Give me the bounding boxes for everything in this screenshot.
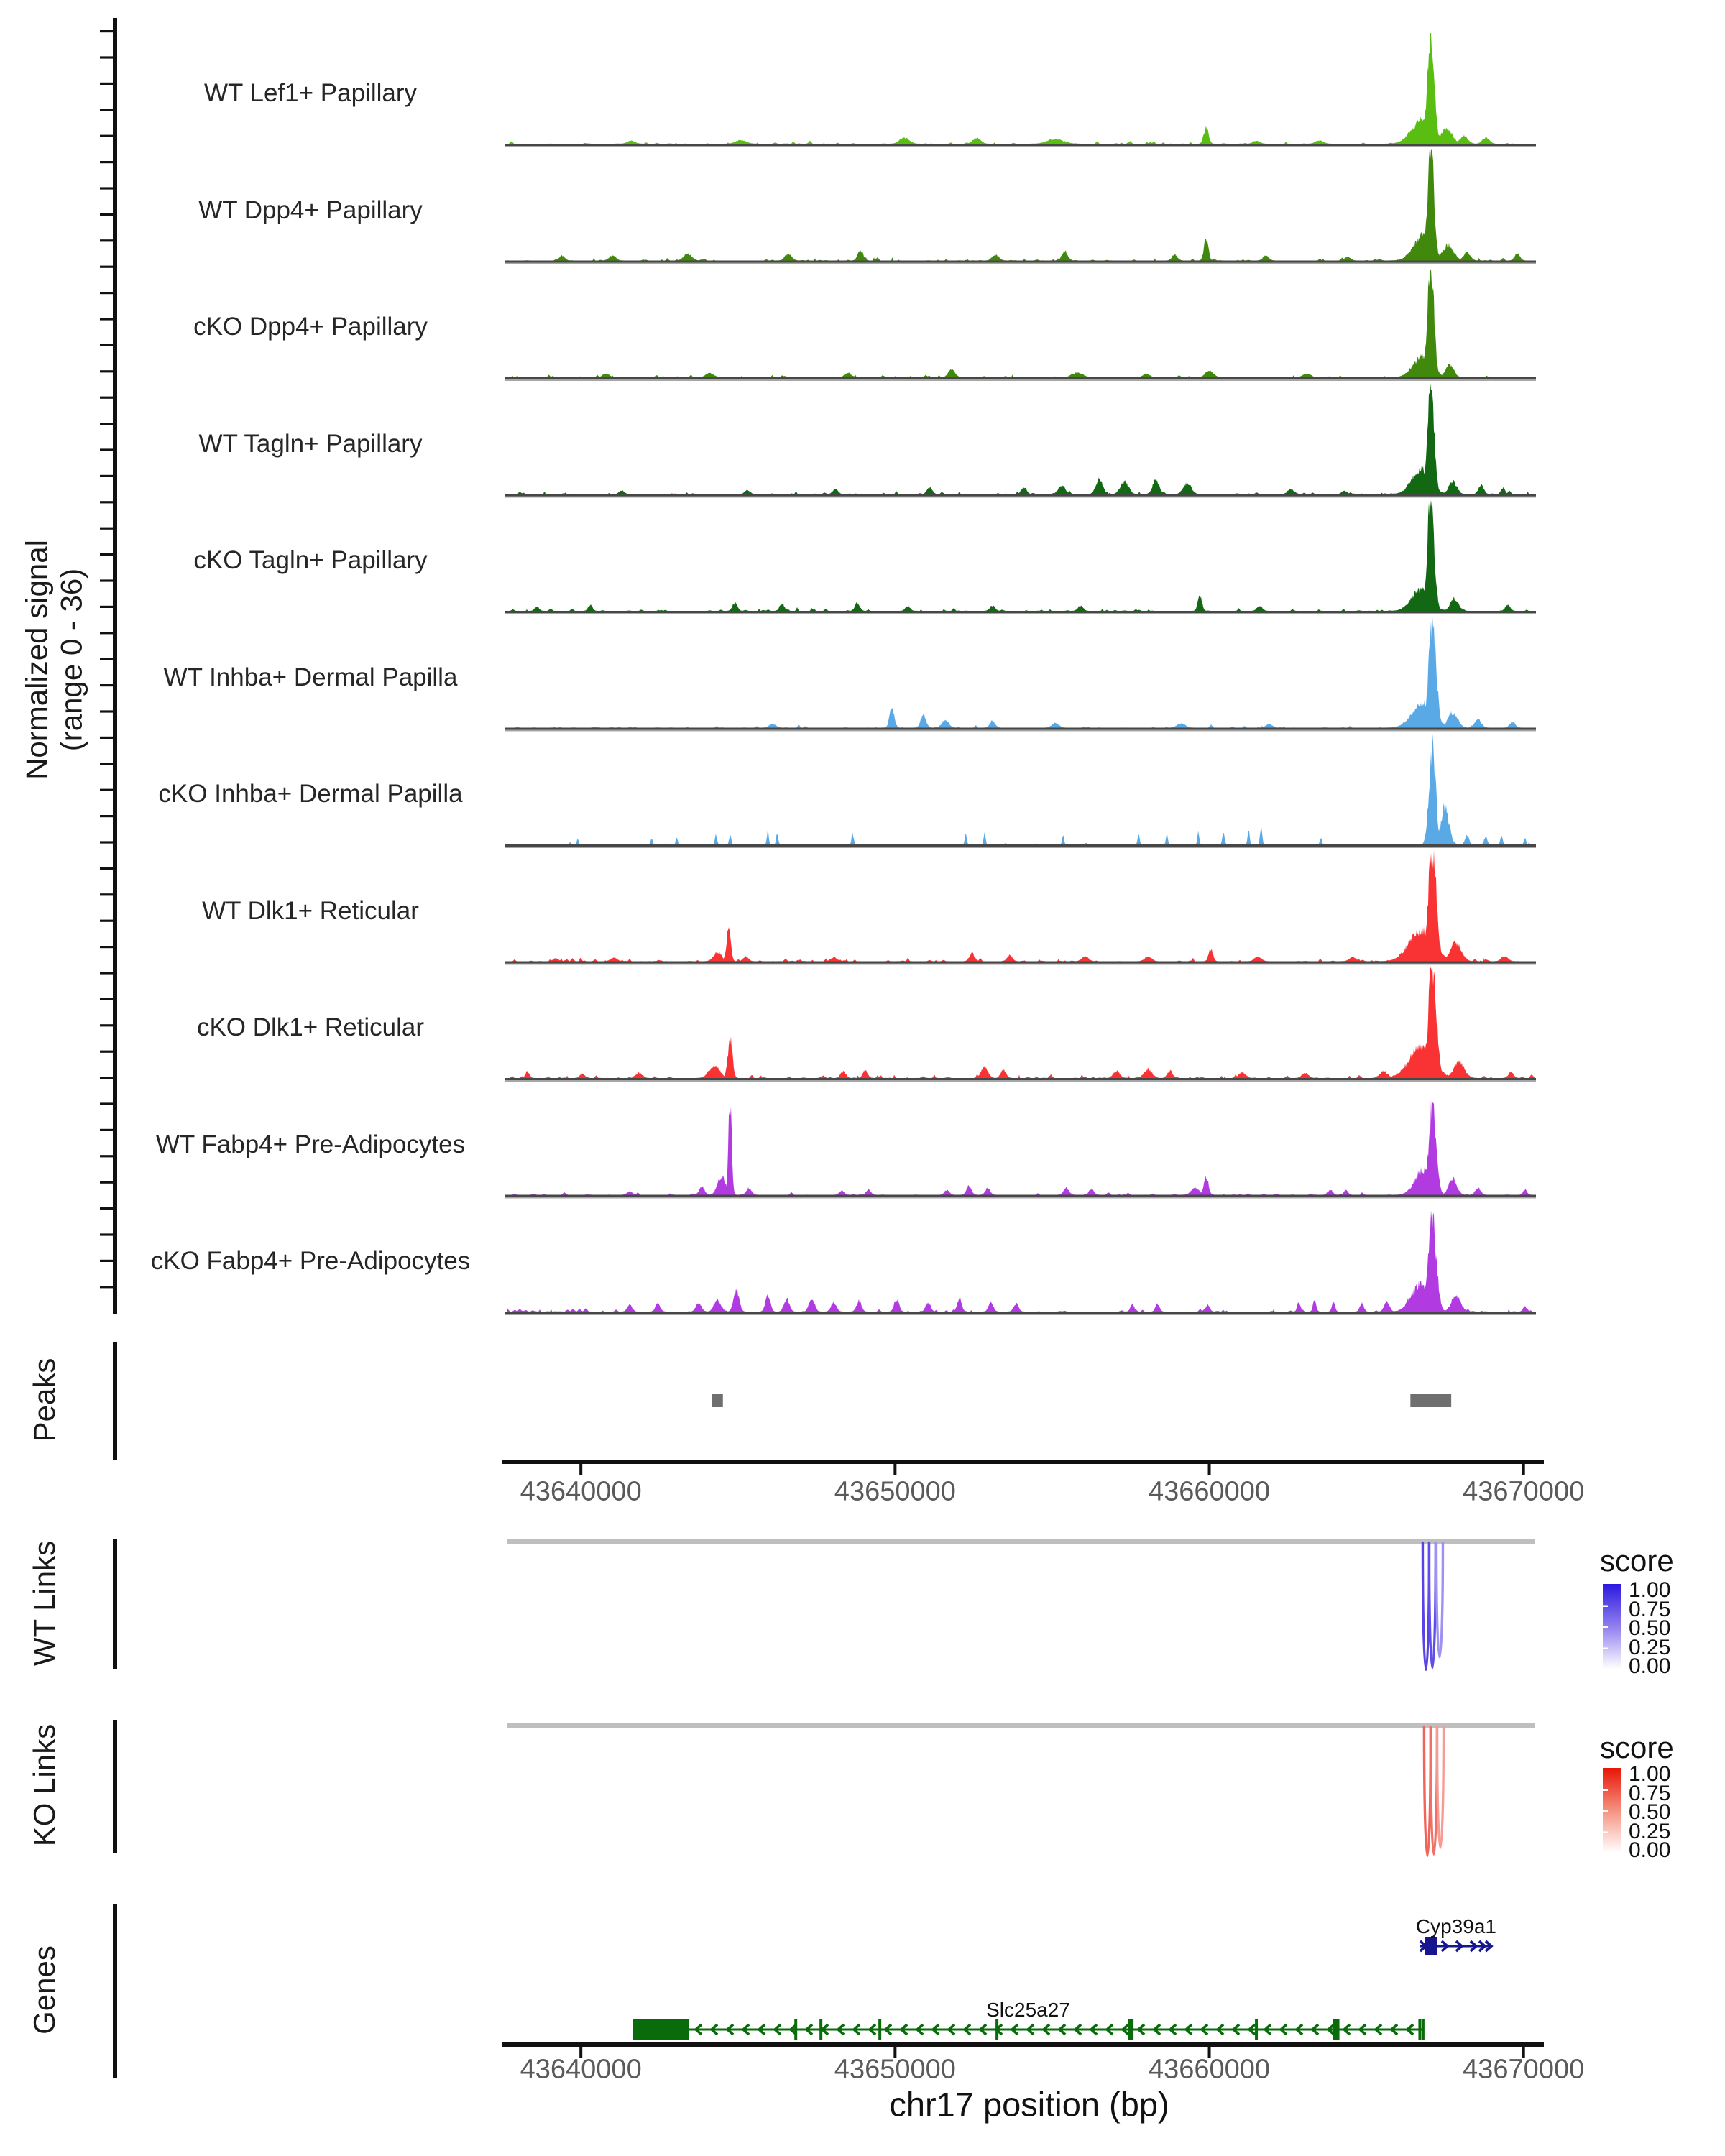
x-axis-tick [579, 1464, 582, 1475]
y-axis-tick [100, 579, 113, 581]
y-axis-tick [100, 920, 113, 922]
section-label-peaks: Peaks [27, 1358, 61, 1442]
track-baseline [505, 1078, 1536, 1080]
section-label-genes: Genes [27, 1945, 61, 2035]
gene-exon-tick [819, 2019, 822, 2040]
gene-name-label: Cyp39a1 [1415, 1915, 1496, 1938]
track-baseline-shadow [505, 1080, 1536, 1082]
y-axis-tick [100, 1077, 113, 1079]
track-baseline-shadow [505, 1197, 1536, 1199]
y-axis-tick [100, 239, 113, 241]
signal-area [507, 967, 1535, 1078]
legend-colorbar-notch [1603, 1789, 1608, 1792]
track-baseline [505, 261, 1536, 263]
links-baseline [507, 1539, 1535, 1544]
y-axis-tick [100, 658, 113, 660]
x-axis-tick-label: 43650000 [834, 2054, 956, 2085]
track-baseline-shadow [505, 146, 1536, 147]
legend-tick-label: 0.25 [1629, 1819, 1671, 1843]
y-axis-tick [100, 1260, 113, 1262]
x-axis-tick-label: 43670000 [1463, 2054, 1585, 2085]
y-axis-tick [100, 528, 113, 530]
y-axis-tick [100, 632, 113, 634]
gene-exon-box [1425, 1937, 1438, 1955]
x-axis-line [502, 2042, 1544, 2047]
y-axis-tick [100, 710, 113, 712]
y-axis-tick [100, 266, 113, 268]
y-axis-tick [100, 318, 113, 320]
y-axis-tick [100, 1129, 113, 1131]
track-baseline-shadow [505, 263, 1536, 264]
y-axis-tick [100, 1181, 113, 1184]
gene-exon-tick [995, 2019, 998, 2040]
signal-area [507, 734, 1535, 844]
track-baseline-shadow [505, 613, 1536, 614]
y-axis-tick [100, 815, 113, 817]
y-axis-tick [100, 213, 113, 216]
y-axis-tick [100, 501, 113, 503]
section-spine [113, 1539, 117, 1669]
y-axis-tick [100, 737, 113, 739]
y-axis-tick [100, 789, 113, 791]
y-axis-tick [100, 1102, 113, 1105]
x-axis-tick-label: 43670000 [1463, 1476, 1585, 1507]
gene-utr-box [632, 2019, 689, 2040]
y-axis-tick [100, 946, 113, 948]
y-axis-tick [100, 1051, 113, 1053]
section-spine [113, 1904, 117, 2078]
link-loop [1437, 1726, 1443, 1848]
gene-exon-tick [794, 2019, 797, 2040]
gene-exon-tick [1333, 2019, 1340, 2040]
track-baseline-shadow [505, 964, 1536, 965]
legend-tick-label: 0.50 [1629, 1800, 1671, 1824]
y-axis-tick [100, 292, 113, 294]
track-baseline [505, 377, 1536, 379]
y-axis-label-line1: Normalized signal [19, 540, 54, 780]
track-baseline [505, 494, 1536, 497]
y-axis-tick [100, 423, 113, 425]
y-axis-tick [100, 161, 113, 163]
y-axis-tick [100, 1155, 113, 1157]
gene-exon-tick [1255, 2019, 1258, 2040]
y-axis-tick [100, 83, 113, 85]
track-label: WT Tagln+ Papillary [198, 429, 423, 458]
legend-colorbar-notch [1603, 1648, 1608, 1650]
track-baseline [505, 1312, 1536, 1314]
track-label: WT Inhba+ Dermal Papilla [163, 663, 458, 691]
peak-box [712, 1394, 723, 1407]
signal-area [507, 33, 1535, 144]
gene-end-bar [1422, 2019, 1425, 2040]
y-axis-tick [100, 684, 113, 686]
signal-area [507, 1211, 1535, 1312]
y-axis-tick [100, 893, 113, 895]
x-axis-tick [893, 1464, 896, 1475]
gene-exon-tick [1128, 2019, 1133, 2040]
signal-area [507, 269, 1535, 377]
wt-links-legend-title: score [1600, 1544, 1674, 1577]
legend-tick-label: 0.50 [1629, 1616, 1671, 1640]
y-axis-tick [100, 553, 113, 556]
signal-area [507, 500, 1535, 611]
track-label: WT Dlk1+ Reticular [202, 896, 419, 925]
y-axis-tick [100, 763, 113, 765]
y-axis-tick [100, 1207, 113, 1210]
signal-area [507, 617, 1535, 728]
y-axis-tick [100, 30, 113, 32]
ko-links-legend-title: score [1600, 1731, 1674, 1764]
peak-box [1410, 1394, 1451, 1407]
track-label: cKO Fabp4+ Pre-Adipocytes [150, 1247, 471, 1275]
y-axis-tick [100, 1286, 113, 1288]
x-axis-line [502, 1460, 1544, 1464]
legend-tick-label: 0.00 [1629, 1654, 1671, 1678]
y-axis-tick [100, 109, 113, 111]
y-axis-tick [100, 344, 113, 346]
track-baseline-shadow [505, 847, 1536, 848]
legend-colorbar-notch [1603, 1606, 1608, 1608]
track-label: cKO Inhba+ Dermal Papilla [158, 780, 463, 808]
legend-colorbar-notch [1603, 1626, 1608, 1628]
y-axis-label [20, 540, 90, 780]
track-baseline [505, 1195, 1536, 1197]
y-axis-tick [100, 370, 113, 372]
x-axis-tick-label: 43660000 [1148, 1476, 1271, 1507]
track-baseline-shadow [505, 1314, 1536, 1315]
x-axis-tick-label: 43640000 [520, 1476, 642, 1507]
legend-tick-label: 1.00 [1629, 1578, 1671, 1602]
x-axis-tick [1522, 1464, 1525, 1475]
track-baseline [505, 144, 1536, 146]
legend-tick-label: 0.75 [1629, 1597, 1671, 1621]
signal-area [507, 1100, 1535, 1194]
y-axis-spine [113, 18, 117, 1314]
track-label: WT Dpp4+ Papillary [198, 195, 423, 224]
y-axis-tick [100, 867, 113, 870]
section-spine [113, 1720, 117, 1853]
legend-tick-label: 0.75 [1629, 1781, 1671, 1805]
y-axis-tick [100, 1233, 113, 1235]
gene-exon-tick [1418, 2019, 1421, 2040]
legend-colorbar-notch [1603, 1810, 1608, 1812]
track-label: WT Lef1+ Papillary [203, 79, 418, 107]
y-axis-tick [100, 135, 113, 137]
y-axis-tick [100, 187, 113, 189]
x-axis-tick-label: 43650000 [834, 1476, 956, 1507]
signal-area [507, 384, 1535, 494]
y-axis-tick [100, 998, 113, 1000]
track-baseline-shadow [505, 379, 1536, 381]
track-baseline [505, 611, 1536, 613]
x-axis-title: chr17 position (bp) [889, 2085, 1169, 2124]
track-baseline-shadow [505, 497, 1536, 498]
y-axis-tick [100, 841, 113, 843]
track-label: cKO Dpp4+ Papillary [193, 313, 428, 341]
y-axis-tick [100, 56, 113, 58]
legend-tick-label: 0.25 [1629, 1635, 1671, 1659]
gene-name-label: Slc25a27 [986, 1999, 1070, 2021]
section-spine [113, 1342, 117, 1460]
signal-area [507, 851, 1535, 962]
x-axis-tick [1208, 1464, 1211, 1475]
y-axis-tick [100, 1024, 113, 1026]
signal-area [507, 150, 1535, 261]
y-axis-tick [100, 397, 113, 399]
link-loop [1429, 1542, 1435, 1668]
y-axis-tick [100, 972, 113, 974]
y-axis-tick [100, 606, 113, 608]
track-label: WT Fabp4+ Pre-Adipocytes [155, 1130, 466, 1158]
track-baseline [505, 728, 1536, 730]
legend-colorbar-notch [1603, 1832, 1608, 1834]
section-label-wt-links: WT Links [27, 1540, 61, 1667]
x-axis-tick-label: 43640000 [520, 2054, 642, 2085]
track-baseline-shadow [505, 730, 1536, 732]
y-axis-tick [100, 475, 113, 477]
track-label: cKO Tagln+ Papillary [193, 546, 428, 574]
track-baseline [505, 962, 1536, 964]
link-loop [1436, 1542, 1443, 1657]
x-axis-tick-label: 43660000 [1148, 2054, 1271, 2085]
gene-exon-tick [878, 2019, 881, 2040]
legend-tick-label: 0.00 [1629, 1838, 1671, 1862]
track-baseline [505, 844, 1536, 847]
links-baseline [507, 1723, 1535, 1728]
y-axis-label-line2: (range 0 - 36) [55, 568, 88, 752]
y-axis-tick [100, 448, 113, 451]
legend-tick-label: 1.00 [1629, 1762, 1671, 1786]
section-label-ko-links: KO Links [27, 1723, 61, 1847]
track-label: cKO Dlk1+ Reticular [196, 1013, 425, 1041]
